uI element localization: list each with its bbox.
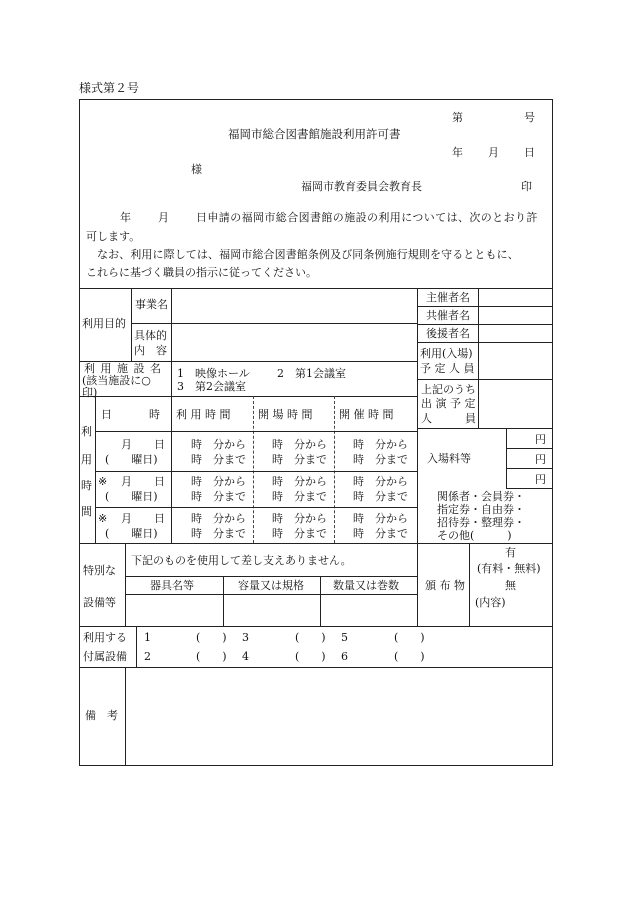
issuer-name: 福岡市教育委員会教育長 [301,180,422,193]
attached-equipment-label-2: 付属設備 [83,650,127,663]
admission-fee-label: 入場料等 [427,452,471,465]
facility-label-1: 利 用 施 設 名 [84,362,162,375]
equipment-col-capacity: 容量又は規格 [238,579,304,592]
organizer-label: 主催者名 [426,291,470,304]
date-day: 日 [524,146,535,159]
row1-date: 月 日 [121,438,165,451]
row1-open-to: 時 分まで [272,453,327,466]
schedule-header-datetime: 日 時 [101,408,161,421]
addressee-suffix: 様 [191,163,202,176]
row2-date: 月 日 [121,475,165,488]
number-suffix: 号 [524,111,535,124]
row3-open-from: 時 分から [272,512,327,525]
row1-usage-to: 時 分まで [191,453,246,466]
facility-label-3: 印) [82,386,98,399]
schedule-side-label-4: 間 [81,505,92,518]
body-text-line4: これらに基づく職員の指示に従ってください。 [86,266,317,279]
concrete-content-label-2: 内 容 [134,344,167,357]
row1-event-to: 時 分まで [353,453,408,466]
attached-item-4: 4 [242,650,249,663]
special-equipment-label-1: 特別な [83,564,116,577]
row2-note-mark: ※ [98,475,108,488]
distribution-paid-free: (有料・無料) [477,562,541,575]
attached-item-5: 5 [341,631,348,644]
facility-option-2: 2 第1会議室 [277,367,346,380]
document-title: 福岡市総合図書館施設利用許可書 [228,127,401,141]
attached-item-3-paren: ( ) [295,631,326,644]
yen-unit-3: 円 [535,473,546,486]
performers-label-2: 出 演 予 定 [421,397,476,410]
schedule-side-label-1: 利 [81,425,92,438]
special-equipment-note: 下記のものを使用して差し支えありません。 [131,554,352,567]
remarks-label: 備 考 [85,709,118,722]
ticket-types-3: 招待券・整理券・ [437,516,525,529]
yen-unit-1: 円 [535,433,546,446]
form-number: 様式第２号 [79,81,140,95]
schedule-side-label-3: 時 [81,479,92,492]
row2-event-to: 時 分まで [353,490,408,503]
performers-label-1: 上記のうち [421,383,476,396]
distribution-yes: 有 [505,546,516,559]
body-text-line1: 日申請の福岡市総合図書館の施設の利用については、次のとおり許 [196,211,538,224]
distribution-no: 無 [505,579,516,592]
attached-item-2: 2 [144,650,151,663]
row1-usage-from: 時 分から [191,438,246,451]
schedule-side-label-2: 用 [81,453,92,466]
attached-item-6: 6 [341,650,348,663]
co-organizer-label: 共催者名 [426,309,470,322]
schedule-header-opening: 開 場 時 間 [258,408,313,421]
row2-usage-to: 時 分まで [191,490,246,503]
performers-label-3: 人 員 [421,412,476,425]
attached-item-6-paren: ( ) [394,650,425,663]
row2-weekday: ( 曜日) [105,490,158,503]
equipment-col-name: 器具名等 [150,579,194,592]
schedule-header-usage: 利 用 時 間 [176,408,231,421]
row1-event-from: 時 分から [353,438,408,451]
concrete-content-label-1: 具体的 [134,329,167,342]
attached-item-1: 1 [144,631,151,644]
date-month: 月 [488,146,499,159]
attached-equipment-label-1: 利用する [83,631,127,644]
row3-note-mark: ※ [98,512,108,525]
planned-users-label-2: 予 定 人 員 [420,362,475,375]
row1-weekday: ( 曜日) [105,453,158,466]
body-year: 年 [120,211,131,224]
ticket-types-4: その他( ) [437,529,512,542]
row2-open-to: 時 分まで [272,490,327,503]
purpose-label: 利用目的 [82,317,126,330]
number-prefix: 第 [452,111,463,124]
equipment-col-quantity: 数量又は巻数 [333,579,399,592]
row3-event-from: 時 分から [353,512,408,525]
row3-date: 月 日 [121,512,165,525]
attached-item-1-paren: ( ) [196,631,227,644]
row1-open-from: 時 分から [272,438,327,451]
schedule-header-event: 開 催 時 間 [339,408,394,421]
special-equipment-label-2: 設備等 [83,596,116,609]
facility-label-2: (該当施設に○ [82,374,151,387]
attached-item-2-paren: ( ) [196,650,227,663]
yen-unit-2: 円 [535,453,546,466]
row3-event-to: 時 分まで [353,527,408,540]
body-text-line3: なお、利用に際しては、福岡市総合図書館条例及び同条例施行規則を守るとともに、 [97,248,519,261]
planned-users-label-1: 利用(入場) [420,347,473,360]
row2-usage-from: 時 分から [191,475,246,488]
distribution-label: 頒 布 物 [425,579,465,592]
business-name-label: 事業名 [135,298,168,311]
distribution-content: (内容) [475,596,506,609]
row3-open-to: 時 分まで [272,527,327,540]
row3-usage-to: 時 分まで [191,527,246,540]
sponsor-label: 後援者名 [426,327,470,340]
facility-option-1: 1 映像ホール [177,367,250,380]
row3-weekday: ( 曜日) [105,527,158,540]
date-year: 年 [452,146,463,159]
attached-item-3: 3 [242,631,249,644]
facility-option-3: 3 第2会議室 [177,380,246,393]
body-text-line2: 可します。 [86,230,141,243]
seal-mark: 印 [521,180,532,193]
form-frame [79,99,553,766]
row3-usage-from: 時 分から [191,512,246,525]
ticket-types-1: 関係者・会員券・ [437,490,525,503]
ticket-types-2: 指定券・自由券・ [437,503,525,516]
attached-item-5-paren: ( ) [394,631,425,644]
row2-open-from: 時 分から [272,475,327,488]
row2-event-from: 時 分から [353,475,408,488]
attached-item-4-paren: ( ) [295,650,326,663]
body-month: 月 [158,211,169,224]
